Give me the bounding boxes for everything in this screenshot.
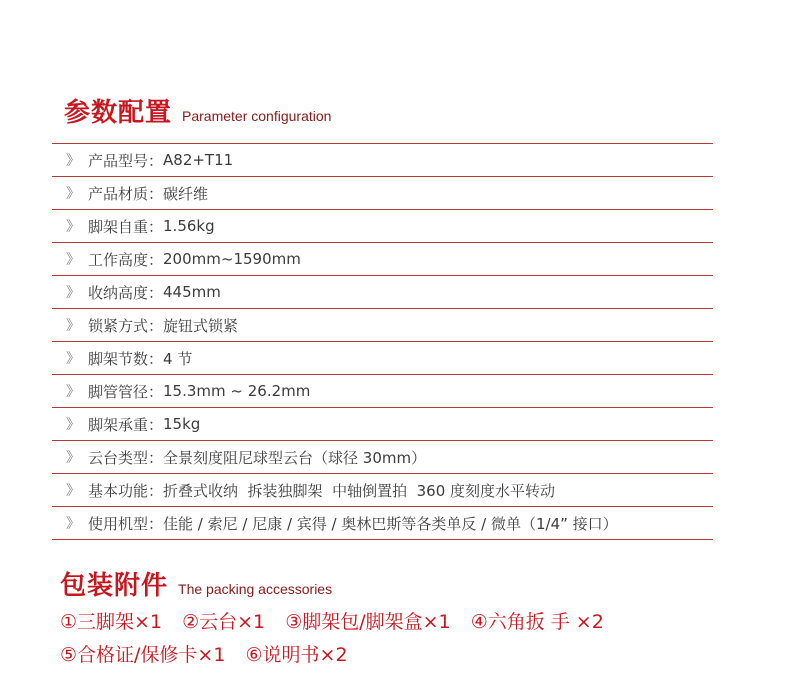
spec-label: 基本功能： — [88, 481, 164, 500]
spec-row-working-height — [52, 243, 713, 276]
accessory-hex-wrench: ④六角扳 手 ×2 — [470, 611, 604, 633]
accessories-line-2 — [60, 640, 362, 667]
spec-label: 收纳高度： — [88, 283, 164, 302]
accessories-section-title — [60, 565, 332, 602]
spec-value: 佳能 / 索尼 / 尼康 / 宾得 / 奥林巴斯等各类单反 / 微单（1/4” 接口） — [163, 514, 618, 533]
row-marker-icon: 》 — [66, 384, 80, 400]
spec-label: 锁紧方式： — [88, 316, 164, 335]
accessory-manual: ⑥说明书×2 — [245, 644, 348, 666]
spec-value: 碳纤维 — [163, 184, 209, 203]
spec-row-load-capacity — [52, 408, 713, 441]
spec-value: A82+T11 — [163, 151, 234, 169]
spec-row-compatible-models — [52, 507, 713, 540]
spec-label: 产品材质： — [88, 184, 164, 203]
row-marker-icon: 》 — [66, 186, 80, 202]
spec-row-folded-height — [52, 276, 713, 309]
spec-label: 脚架承重： — [88, 415, 164, 434]
spec-row-tube-diameter — [52, 375, 713, 408]
accessories-title-cn: 包装附件 — [60, 571, 169, 601]
spec-row-weight — [52, 210, 713, 243]
spec-label: 脚架自重： — [88, 217, 164, 236]
accessories-line-1 — [60, 607, 618, 634]
parameter-title-cn: 参数配置 — [64, 98, 173, 128]
row-marker-icon: 》 — [66, 219, 80, 235]
row-marker-icon: 》 — [66, 351, 80, 367]
row-marker-icon: 》 — [66, 318, 80, 334]
spec-label: 脚架节数： — [88, 349, 164, 368]
spec-value: 15kg — [163, 415, 201, 433]
row-marker-icon: 》 — [66, 417, 80, 433]
spec-value: 15.3mm ~ 26.2mm — [163, 382, 311, 400]
spec-value: 折叠式收纳 拆装独脚架 中轴倒置拍 360 度刻度水平转动 — [163, 481, 556, 500]
spec-label: 工作高度： — [88, 250, 164, 269]
spec-list — [52, 143, 713, 540]
spec-row-model — [52, 144, 713, 177]
row-marker-icon: 》 — [66, 252, 80, 268]
row-marker-icon: 》 — [66, 153, 80, 169]
spec-value: 旋钮式锁紧 — [163, 316, 239, 335]
accessory-tripod: ①三脚架×1 — [60, 611, 163, 633]
spec-value: 445mm — [163, 283, 221, 301]
spec-value: 1.56kg — [163, 217, 215, 235]
accessory-head: ②云台×1 — [182, 611, 266, 633]
row-marker-icon: 》 — [66, 516, 80, 532]
row-marker-icon: 》 — [66, 450, 80, 466]
spec-label: 使用机型： — [88, 514, 164, 533]
parameter-section-title — [64, 92, 331, 129]
row-marker-icon: 》 — [66, 483, 80, 499]
spec-value: 200mm~1590mm — [163, 250, 301, 268]
spec-label: 产品型号： — [88, 151, 164, 170]
spec-label: 云台类型： — [88, 448, 164, 467]
accessories-title-en: The packing accessories — [178, 581, 333, 597]
spec-row-sections — [52, 342, 713, 375]
parameter-title-en: Parameter configuration — [182, 108, 332, 124]
spec-value: 4 节 — [163, 349, 193, 368]
spec-label: 脚管管径： — [88, 382, 164, 401]
accessory-certificate-warranty: ⑤合格证/保修卡×1 — [60, 644, 226, 666]
spec-value: 全景刻度阻尼球型云台（球径 30mm） — [163, 448, 427, 467]
spec-row-material — [52, 177, 713, 210]
spec-row-functions — [52, 474, 713, 507]
spec-row-head-type — [52, 441, 713, 474]
row-marker-icon: 》 — [66, 285, 80, 301]
spec-row-lock-type — [52, 309, 713, 342]
accessory-bag-box: ③脚架包/脚架盒×1 — [285, 611, 451, 633]
